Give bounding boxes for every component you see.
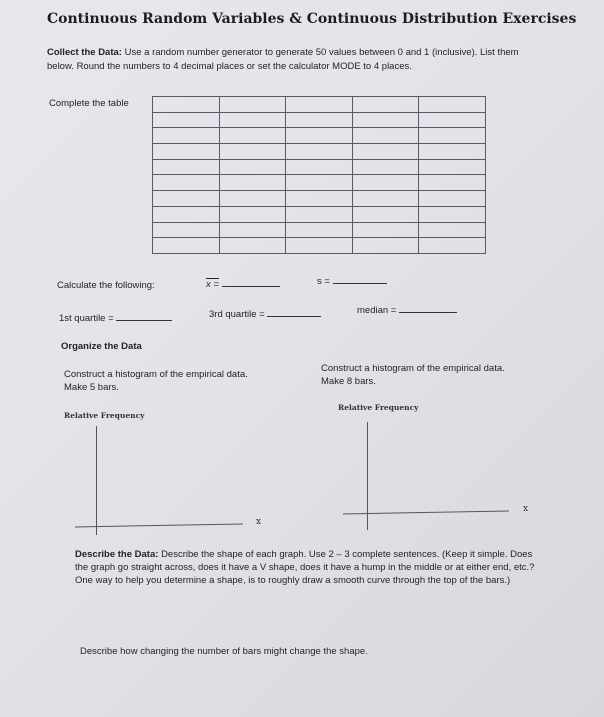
table-row	[153, 144, 486, 160]
collect-text: Use a random number generator to generate 50 values between 0 and 1 (inclusive). List them below. Round the numbers to 4 decimal places or set the calculator MODE to 4 places.	[47, 47, 519, 72]
table-cell[interactable]	[286, 128, 353, 144]
right-histogram-prompt	[321, 362, 505, 388]
table-cell[interactable]	[219, 222, 286, 238]
describe-instructions	[75, 548, 545, 587]
table-cell[interactable]	[219, 191, 286, 207]
table-cell[interactable]	[352, 97, 419, 113]
table-cell[interactable]	[219, 97, 286, 113]
table-cell[interactable]	[419, 206, 486, 222]
table-cell[interactable]	[352, 238, 419, 254]
table-cell[interactable]	[219, 175, 286, 191]
table-cell[interactable]	[419, 112, 486, 128]
collect-instructions	[47, 46, 547, 74]
table-row	[153, 112, 486, 128]
table-cell[interactable]	[153, 144, 220, 160]
mean-label: x =	[206, 279, 219, 290]
collect-label: Collect the Data:	[47, 47, 122, 58]
table-cell[interactable]	[352, 128, 419, 144]
table-row	[153, 206, 486, 222]
table-cell[interactable]	[286, 191, 353, 207]
table-cell[interactable]	[286, 238, 353, 254]
right-y-axis-label: Relative Frequency	[338, 403, 419, 412]
table-cell[interactable]	[219, 144, 286, 160]
left-y-axis	[96, 426, 97, 535]
median-blank[interactable]	[399, 312, 457, 313]
table-cell[interactable]	[153, 222, 220, 238]
table-cell[interactable]	[286, 159, 353, 175]
table-cell[interactable]	[419, 159, 486, 175]
s-blank[interactable]	[333, 283, 387, 284]
s-label: s =	[317, 276, 330, 287]
table-cell[interactable]	[286, 144, 353, 160]
table-cell[interactable]	[219, 206, 286, 222]
table-row	[153, 128, 486, 144]
data-table[interactable]	[152, 96, 486, 254]
table-cell[interactable]	[153, 97, 220, 113]
table-cell[interactable]	[352, 159, 419, 175]
table-cell[interactable]	[419, 144, 486, 160]
table-row	[153, 238, 486, 254]
right-x-axis-label: x	[523, 504, 529, 514]
page-title: Continuous Random Variables & Continuous Distribution Exercises	[47, 11, 577, 27]
table-cell[interactable]	[153, 128, 220, 144]
table-cell[interactable]	[352, 112, 419, 128]
table-cell[interactable]	[286, 112, 353, 128]
table-cell[interactable]	[352, 222, 419, 238]
calculate-label: Calculate the following:	[57, 280, 155, 291]
s-field	[317, 276, 387, 287]
table-cell[interactable]	[419, 238, 486, 254]
table-cell[interactable]	[153, 112, 220, 128]
left-histogram-prompt	[64, 368, 248, 394]
table-cell[interactable]	[419, 97, 486, 113]
right-prompt-line-1: Construct a histogram of the empirical data.	[321, 363, 505, 374]
table-cell[interactable]	[352, 144, 419, 160]
table-row	[153, 175, 486, 191]
q1-blank[interactable]	[116, 320, 172, 321]
table-cell[interactable]	[153, 238, 220, 254]
median-field	[357, 305, 457, 316]
left-x-axis-label: x	[256, 517, 262, 527]
table-cell[interactable]	[352, 191, 419, 207]
table-cell[interactable]	[419, 128, 486, 144]
table-cell[interactable]	[419, 175, 486, 191]
table-cell[interactable]	[153, 206, 220, 222]
table-cell[interactable]	[286, 97, 353, 113]
left-y-axis-label: Relative Frequency	[64, 411, 145, 420]
left-prompt-line-1: Construct a histogram of the empirical data.	[64, 369, 248, 380]
table-prompt: Complete the table	[49, 98, 129, 109]
mean-field	[206, 279, 280, 290]
table-cell[interactable]	[219, 112, 286, 128]
q1-label: 1st quartile =	[59, 313, 114, 324]
right-prompt-line-2: Make 8 bars.	[321, 376, 376, 387]
describe-question: Describe how changing the number of bars might change the shape.	[80, 646, 368, 657]
table-row	[153, 97, 486, 113]
table-row	[153, 159, 486, 175]
table-cell[interactable]	[286, 206, 353, 222]
table-cell[interactable]	[219, 159, 286, 175]
table-cell[interactable]	[153, 191, 220, 207]
table-cell[interactable]	[419, 191, 486, 207]
q3-blank[interactable]	[267, 316, 321, 317]
organize-heading: Organize the Data	[61, 341, 142, 352]
describe-label: Describe the Data:	[75, 549, 159, 560]
table-cell[interactable]	[352, 175, 419, 191]
median-label: median =	[357, 305, 397, 316]
table-cell[interactable]	[219, 238, 286, 254]
table-row	[153, 191, 486, 207]
table-cell[interactable]	[286, 222, 353, 238]
describe-text: Describe the shape of each graph. Use 2 – 3 complete sentences. (Keep it simple. Does the graph go straight across, does it have a V shape, does it have a hump in the middle or at either end, etc.? One way to help you determine a shape, is to roughly draw a smooth curve through the top of the bars.)	[75, 549, 535, 586]
table-cell[interactable]	[286, 175, 353, 191]
table-cell[interactable]	[219, 128, 286, 144]
q3-label: 3rd quartile =	[209, 309, 265, 320]
table-cell[interactable]	[419, 222, 486, 238]
q3-field	[209, 309, 321, 320]
table-cell[interactable]	[153, 175, 220, 191]
left-prompt-line-2: Make 5 bars.	[64, 382, 119, 393]
table-cell[interactable]	[352, 206, 419, 222]
mean-blank[interactable]	[222, 286, 280, 287]
table-row	[153, 222, 486, 238]
table-cell[interactable]	[153, 159, 220, 175]
left-x-axis	[75, 524, 243, 528]
q1-field	[59, 313, 172, 324]
